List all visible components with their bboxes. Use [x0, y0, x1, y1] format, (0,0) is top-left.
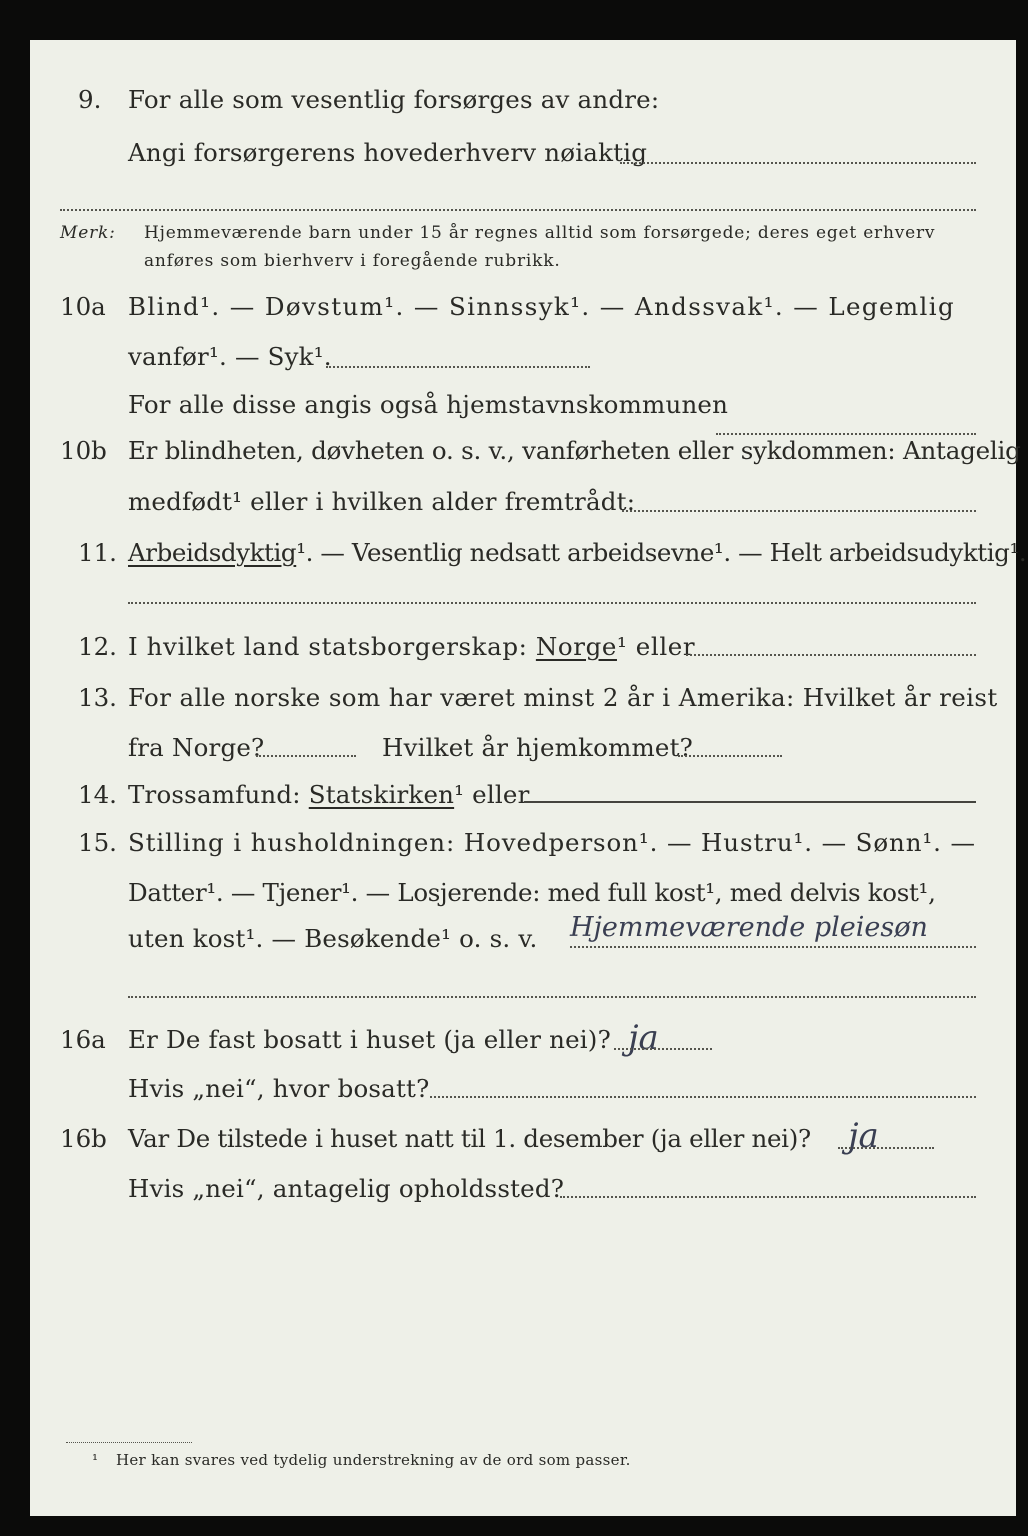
item-15-extra-field[interactable]: [128, 996, 976, 998]
merk-line-2: anføres som bierhverv i foregående rubrikk.: [144, 251, 561, 271]
item-15-handwritten-answer: Hjemmeværende pleiesøn: [570, 912, 928, 943]
footnote-rule: [66, 1442, 192, 1443]
item-15-line-1: Stilling i husholdningen: Hovedperson¹. — Hustru¹. — Sønn¹. —: [128, 828, 976, 857]
item-number-12: 12.: [78, 632, 117, 661]
item-number-9: 9.: [78, 85, 102, 114]
item-16b-line-1: Var De tilstede i huset natt til 1. desember (ja eller nei)?: [128, 1124, 811, 1153]
item-number-16a: 16a: [60, 1025, 106, 1054]
merk-label: Merk:: [60, 223, 116, 243]
item-14-answer-field[interactable]: [524, 801, 976, 803]
item-14-prefix: Trossamfund:: [128, 780, 309, 809]
item-9-answer-field[interactable]: [620, 162, 976, 164]
item-16b-opholdssted-field[interactable]: [560, 1196, 976, 1198]
item-number-10a: 10a: [60, 292, 106, 321]
item-13-line-2b: Hvilket år hjemkommet?: [382, 733, 694, 762]
item-11-answer-field[interactable]: [128, 602, 976, 604]
item-16b-answer-field[interactable]: [838, 1147, 934, 1149]
item-16a-answer-field[interactable]: [614, 1048, 712, 1050]
item-number-16b: 16b: [60, 1124, 107, 1153]
item-13-hjemkommet-field[interactable]: [678, 755, 782, 757]
item-15-answer-field[interactable]: [570, 946, 976, 948]
item-number-10b: 10b: [60, 436, 107, 465]
item-13-line-1: For alle norske som har været minst 2 år i Amerika: Hvilket år reist: [128, 683, 998, 712]
item-14-line: [128, 780, 530, 810]
item-12-option-norge: Norge: [535, 632, 617, 661]
item-11-option-arbeidsdyktig: Arbeidsdyktig: [128, 538, 297, 567]
item-number-11: 11.: [78, 538, 117, 567]
item-16a-bosatt-field[interactable]: [430, 1096, 976, 1098]
item-10b-line-2: medfødt¹ eller i hvilken alder fremtrådt:: [128, 487, 636, 516]
item-16a-handwritten-answer: ja: [628, 1018, 659, 1058]
item-14-option-statskirken: Statskirken: [308, 780, 455, 809]
census-form-page: [30, 40, 1027, 1516]
item-12-line: [128, 632, 695, 662]
item-10a-hjemstavn-field[interactable]: [716, 433, 976, 435]
item-13-line-2a: fra Norge?: [128, 733, 265, 762]
item-11-line: [128, 538, 1026, 568]
item-16a-line-2: Hvis „nei“, hvor bosatt?: [128, 1074, 430, 1103]
item-15-line-2: Datter¹. — Tjener¹. — Losjerende: med full kost¹, med delvis kost¹,: [128, 878, 936, 907]
item-10b-answer-field[interactable]: [622, 510, 976, 512]
footnote-text: Her kan svares ved tydelig understrekning av de ord som passer.: [116, 1451, 631, 1469]
item-14-suffix: ¹ eller: [454, 780, 530, 809]
section-divider: [60, 209, 976, 211]
item-9-line-2: Angi forsørgerens hovederhverv nøiaktig: [128, 138, 648, 167]
item-10b-line-1: Er blindheten, døvheten o. s. v., vanførheten eller sykdommen: Antagelig: [128, 436, 1021, 465]
item-16a-line-1: Er De fast bosatt i huset (ja eller nei)?: [128, 1025, 611, 1054]
item-9-line-1: For alle som vesentlig forsørges av andre:: [128, 85, 660, 114]
item-13-reist-field[interactable]: [256, 755, 356, 757]
item-10a-syk-field[interactable]: [326, 366, 590, 368]
item-12-prefix: I hvilket land statsborgerskap:: [128, 632, 536, 661]
item-10a-line-3: For alle disse angis også hjemstavnskommunen: [128, 390, 729, 419]
item-16b-handwritten-answer: ja: [848, 1116, 879, 1156]
item-12-answer-field[interactable]: [686, 654, 976, 656]
item-number-15: 15.: [78, 828, 117, 857]
item-15-line-3: uten kost¹. — Besøkende¹ o. s. v.: [128, 924, 538, 953]
item-12-suffix: ¹ eller: [616, 632, 696, 661]
item-16b-line-2: Hvis „nei“, antagelig opholdssted?: [128, 1174, 565, 1203]
item-10a-line-2: vanfør¹. — Syk¹.: [128, 342, 332, 371]
item-11-options-rest: ¹. — Vesentlig nedsatt arbeidsevne¹. — Helt arbeidsudyktig¹.: [296, 538, 1027, 567]
item-number-13: 13.: [78, 683, 117, 712]
item-number-14: 14.: [78, 780, 117, 809]
item-10a-line-1: Blind¹. — Døvstum¹. — Sinnssyk¹. — Andssvak¹. — Legemlig: [128, 292, 956, 321]
merk-line-1: Hjemmeværende barn under 15 år regnes alltid som forsørgede; deres eget erhverv: [144, 223, 936, 243]
footnote-mark: ¹: [92, 1451, 99, 1469]
